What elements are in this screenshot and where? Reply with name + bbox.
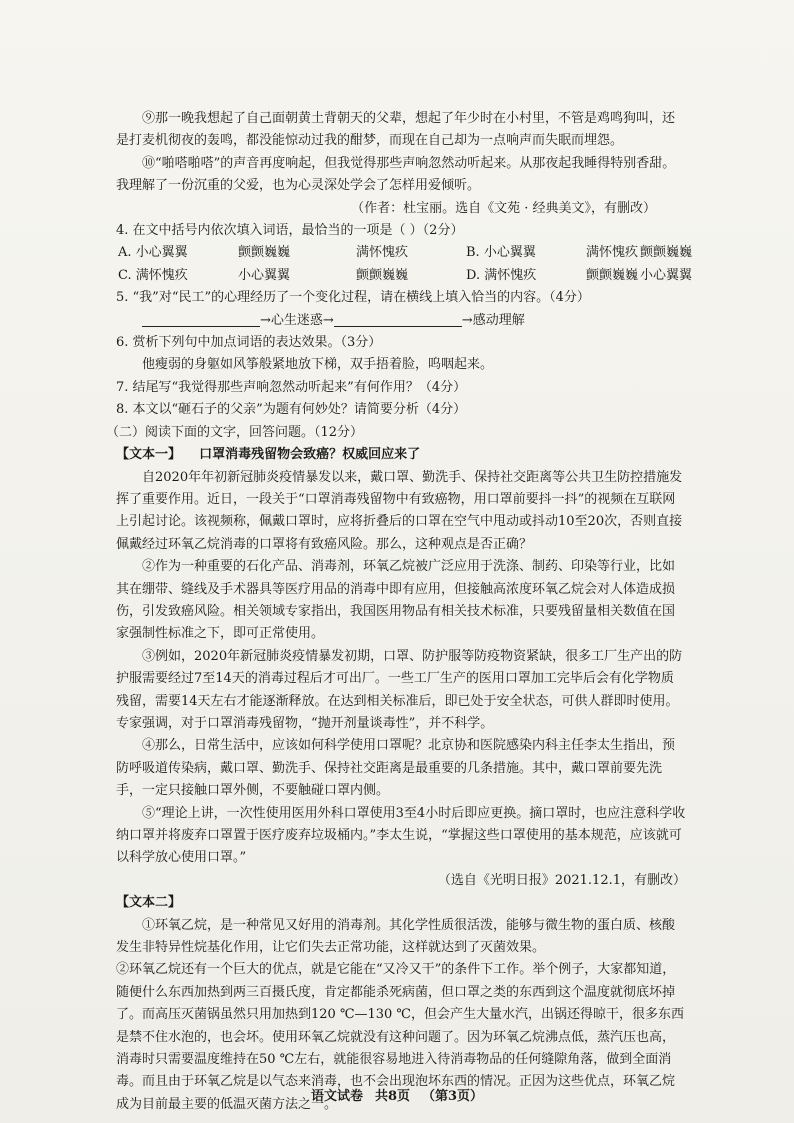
question-8: 8. 本文以“砸石子的父亲”为题有何妙处？请简要分析（4分） [116, 402, 467, 418]
text1-source: （选自《光明日报》2021.12.1，有删改） [437, 872, 686, 888]
text1-label: 【文本一】 [116, 447, 182, 463]
text2-label: 【文本二】 [116, 895, 182, 911]
q4-option-b-word2: 满怀愧疚 [586, 245, 639, 261]
text1-header [116, 444, 686, 466]
text1-para-5: ⑤“理论上讲，一次性使用医用外科口罩使用3至4小时后即应更换。摘口罩时，也应注意科学收纳口罩并将废弃口罩置于医疗废弃垃圾桶内。”李太生说，“掌握这些口罩使用的基本规范，应该就可以科学放心使用口罩。” [116, 805, 686, 866]
q4-option-c: C. 满怀愧疚 [118, 267, 188, 283]
question-4: 4. 在文中括号内依次填入词语，最恰当的一项是（ ）（2分） [116, 223, 464, 239]
q5-blank-1[interactable] [142, 312, 260, 327]
q4-option-c-word2: 小心翼翼 [238, 267, 291, 283]
q5-blanks [116, 310, 686, 332]
question-5: 5. “我”对“民工”的心理经历了一个变化过程，请在横线上填入恰当的内容。（4分） [116, 290, 590, 306]
passage-para-9: ⑨那一晚我想起了自己面朝黄土背朝天的父辈，想起了年少时在小村里，不管是鸡鸣狗叫，还是打麦机彻夜的轰鸣，都没能惊动过我的酣梦，而现在自己却为一点响声而失眠而埋怨。 [116, 111, 676, 149]
question-6: 6. 赏析下列句中加点词语的表达效果。（3分） [116, 335, 382, 351]
q4-option-b: B. 小心翼翼 [466, 245, 536, 261]
text1-para-1: 自2020年年初新冠肺炎疫情暴发以来，戴口罩、勤洗手、保持社交距离等公共卫生防控措施发挥了重要作用。近日，一段关于“口罩消毒残留物中有致癌物，用口罩前要抖一抖”的视频在互联网上引起讨论。该视频称，佩戴口罩时，应将折叠后的口罩在空气中甩动或抖动10至20次，否则直接佩戴经过环氧乙烷消毒的口罩将有致癌风险。那么，这种观点是否正确？ [116, 469, 683, 552]
q5-mid-text: →心生迷惑→ [260, 312, 334, 328]
text2-para-1: ①环氧乙烷，是一种常见又好用的消毒剂。其化学性质很活泼，能够与微生物的蛋白质、核酸发生非特异性烷基化作用，让它们失去正常功能，这样就达到了灭菌效果。 [116, 917, 676, 956]
text1-para-3: ③例如，2020年新冠肺炎疫情暴发初期，口罩、防护服等防疫物资紧缺，很多工厂生产出的防护服需要经过7至14天的消毒过程后才可出厂。一些工厂生产的医用口罩加工完毕后会有化学物质残留，需要14天左右才能逐渐释放。在达到相关标准后，即已处于安全状态，可供人群即时使用。专家强调，对于口罩消毒残留物，“抛开剂量谈毒性”，并不科学。 [116, 648, 683, 731]
footer-subject: 语文试卷 [310, 1089, 363, 1104]
q4-option-d-word3: 小心翼翼 [639, 267, 692, 283]
q4-options-row-2 [116, 265, 692, 287]
page-footer [0, 1085, 794, 1104]
text1-title: 口罩消毒残留物会致癌？权威回应来了 [199, 447, 421, 463]
q4-option-a-word2: 颤颤巍巍 [238, 245, 291, 261]
q4-option-b-word3: 颤颤巍巍 [639, 245, 692, 261]
q4-option-d: D. 满怀愧疚 [466, 267, 537, 283]
q4-option-d-word2: 颤颤巍巍 [586, 267, 639, 283]
section-2-title: （二）阅读下面的文字，回答问题。（12分） [106, 424, 364, 440]
q4-option-a: A. 小心翼翼 [118, 245, 188, 261]
page-content [106, 108, 692, 1116]
q5-end-text: →感动理解 [461, 312, 525, 328]
q6-sentence: 他瘦弱的身躯如风筝般紧地放下梯，双手捂着脸，呜咽起来。 [142, 357, 494, 373]
q4-option-c-word3: 颤颤巍巍 [356, 267, 409, 283]
passage-para-10: ⑩“啪嗒啪嗒”的声音再度响起，但我觉得那些声响忽然动听起来。从那夜起我睡得特别香甜。我理解了一份沉重的父爱，也为心灵深处学会了怎样用爱倾听。 [116, 155, 676, 194]
q5-blank-2[interactable] [334, 312, 462, 327]
q4-options-row-1 [116, 242, 692, 264]
q4-option-a-word3: 满怀愧疚 [356, 245, 409, 261]
text1-para-4: ④那么，日常生活中，应该如何科学使用口罩呢？北京协和医院感染内科主任李太生指出，预防呼吸道传染病，戴口罩、勤洗手、保持社交距离是最重要的几条措施。其中，戴口罩前要先洗手，一定只接触口罩外侧，不要触碰口罩内侧。 [116, 738, 676, 799]
text2-para-2: ②环氧乙烷还有一个巨大的优点，就是它能在“又冷又干”的条件下工作。举个例子，大家都知道，随便什么东西加热到两三百摄氏度，肯定都能杀死病菌，但口罩之类的东西到这个温度就彻底坏掉了。而高压灭菌锅虽然只用加热到120 ℃—130 ℃，但会产生大量水汽，出锅还得晾干，很多东西是禁不住水泡的，也会坏。使用环氧乙烷就没有这种问题了。因为环氧乙烷沸点低，蒸汽压也高，消毒时只需要温度维持在50 ℃左右，就能很容易地进入待消毒物品的任何缝隙角落，做到全面消毒。而且由于环氧乙烷是以气态来消毒，也不会出现泡坏东西的情况。正因为这些优点，环氧乙烷成为目前最主要的低温灭菌方法之一。 [116, 962, 684, 1112]
footer-current-page: （第3页） [422, 1089, 484, 1104]
passage-source: （作者：杜宝丽。选自《文苑 · 经典美文》，有删改） [351, 200, 656, 216]
footer-total-pages: 共8页 [374, 1089, 410, 1104]
question-7: 7. 结尾写“我觉得那些声响忽然动听起来”有何作用？（4分） [116, 379, 467, 395]
text1-para-2: ②作为一种重要的石化产品、消毒剂，环氧乙烷被广泛应用于洗涤、制药、印染等行业，比如其在绷带、缝线及手术器具等医疗用品的消毒中即有应用，但接触高浓度环氧乙烷会对人体造成损伤，引发致癌风险。相关领域专家指出，我国医用物品有相关技术标准，只要残留量相关数值在国家强制性标准之下，即可正常使用。 [116, 559, 676, 642]
